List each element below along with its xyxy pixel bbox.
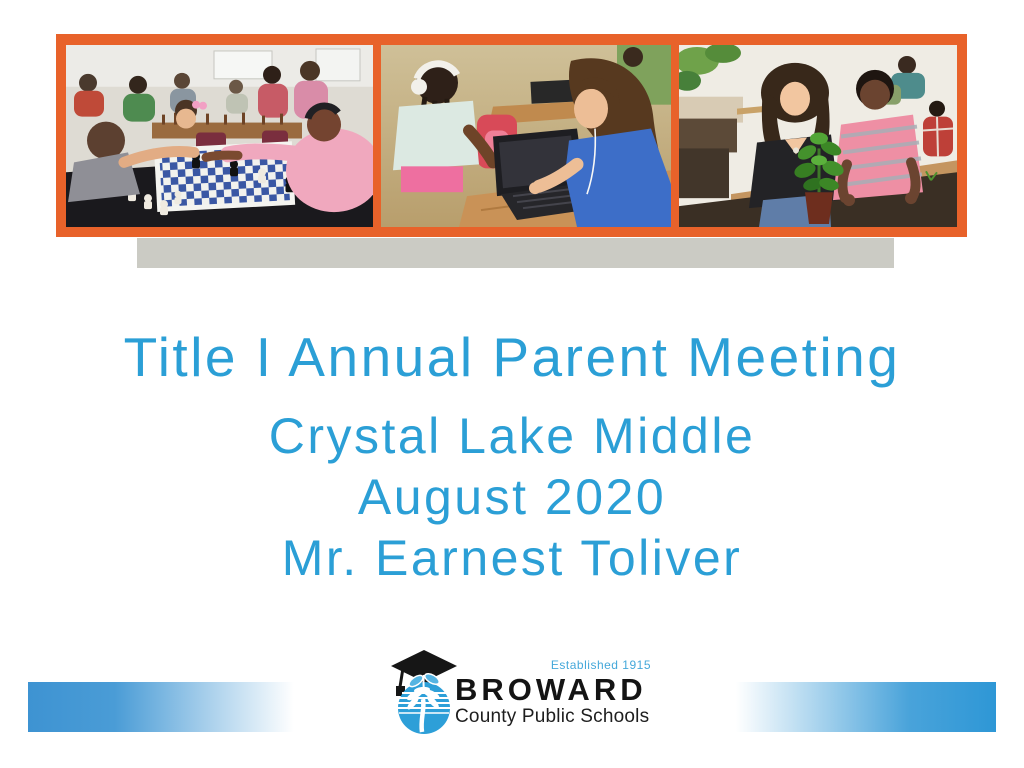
- footer-gradient-bar-left: [28, 682, 317, 732]
- photo-banner: [56, 34, 967, 237]
- broward-schools-seal-icon: [389, 647, 459, 735]
- broward-logo-text: [455, 658, 651, 728]
- footer-gradient-bar-right: [707, 682, 996, 732]
- chess-scene-illustration: [66, 45, 373, 227]
- logo-district-subname: County Public Schools: [455, 706, 650, 727]
- logo-district-name: BROWARD: [455, 672, 647, 707]
- subtitle-date: August 2020: [357, 469, 667, 525]
- slide-subtitle: [0, 406, 1024, 589]
- subtitle-school-name: Crystal Lake Middle: [268, 408, 756, 464]
- banner-shadow-bar: [137, 238, 894, 268]
- logo-established-text: Established 1915: [550, 658, 651, 672]
- photo-school-garden: [679, 45, 957, 227]
- subtitle-presenter: Mr. Earnest Toliver: [281, 530, 743, 586]
- photo-computer-lab: [381, 45, 671, 227]
- photo-chess-tournament: [66, 45, 373, 227]
- computer-lab-illustration: [381, 45, 671, 227]
- slide-title: Title I Annual Parent Meeting: [123, 326, 901, 388]
- garden-scene-illustration: [679, 45, 957, 227]
